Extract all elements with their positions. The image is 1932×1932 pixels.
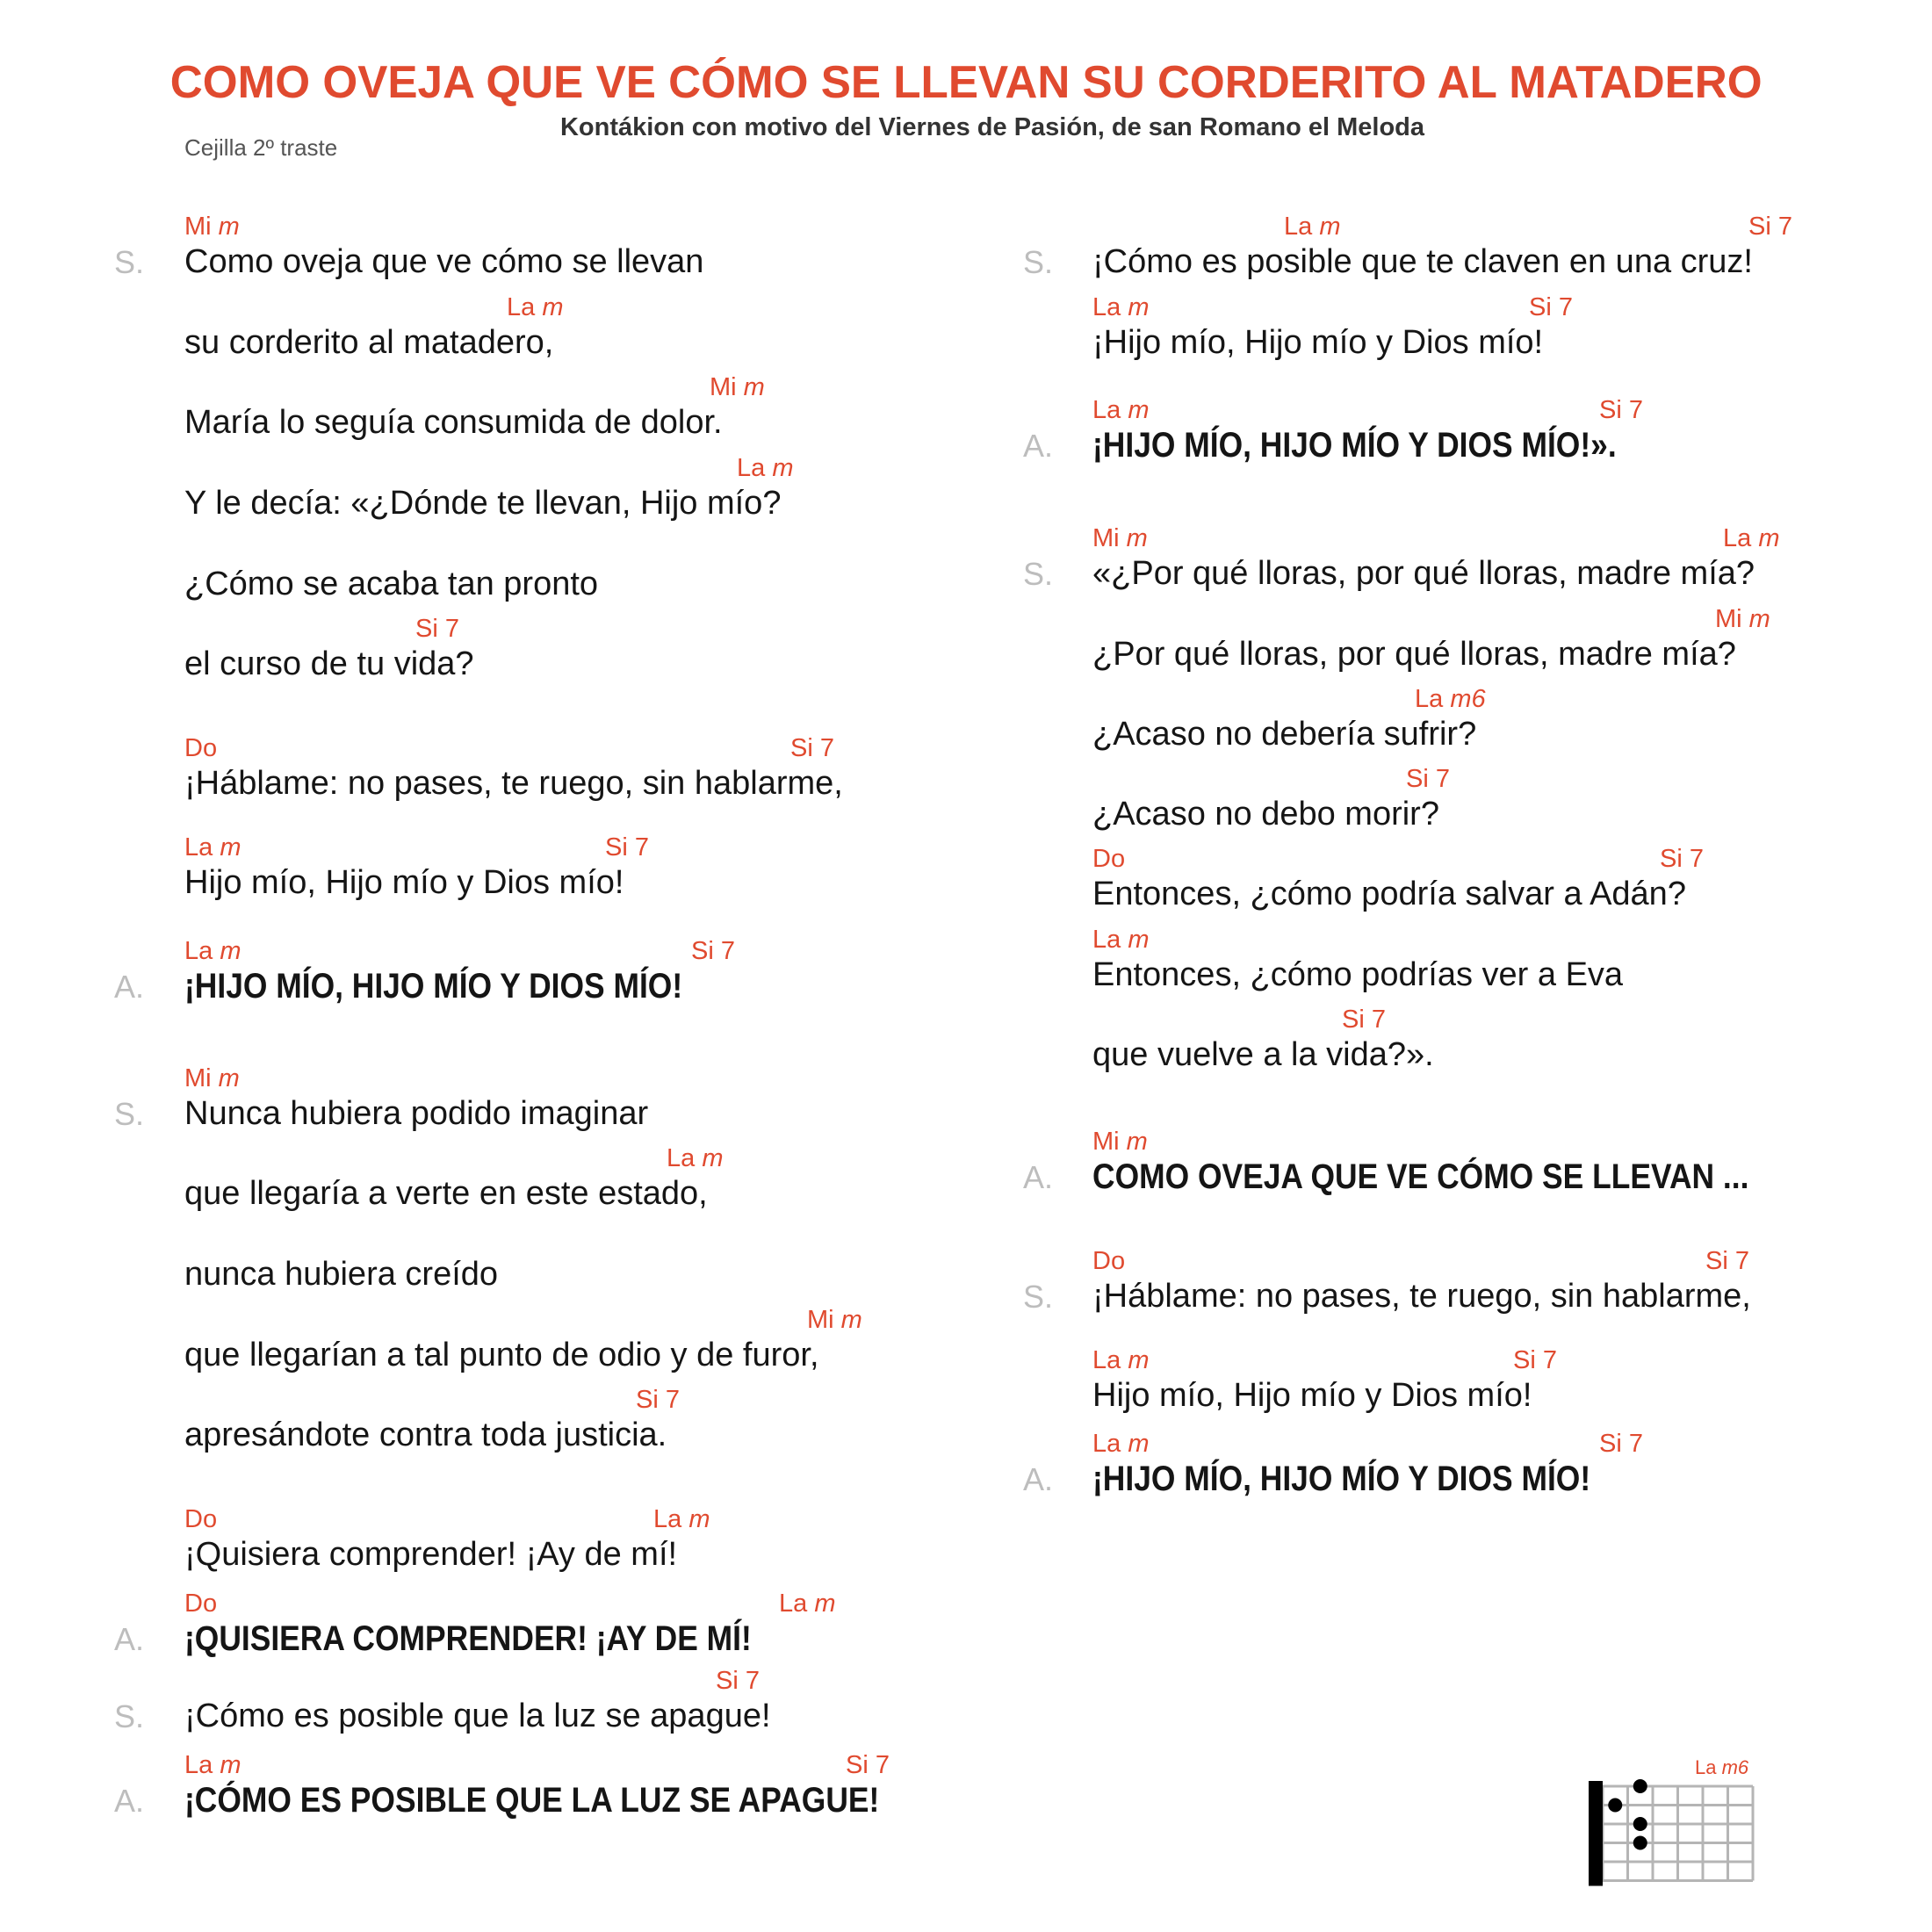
chord-quality: m6 bbox=[1450, 685, 1486, 713]
chord-root: Si 7 bbox=[636, 1386, 680, 1414]
chord-symbol bbox=[1715, 604, 1770, 634]
chord-root: Mi bbox=[184, 1064, 212, 1092]
chord-root: Si 7 bbox=[1748, 213, 1792, 241]
lyric-line: que vuelve a la vida?». bbox=[1092, 1036, 1434, 1073]
chord-root: Do bbox=[184, 734, 218, 762]
chord-symbol bbox=[1723, 523, 1780, 553]
chord-quality: m bbox=[542, 293, 564, 321]
chord-symbol bbox=[1748, 212, 1792, 242]
chord-root: Mi bbox=[184, 213, 212, 241]
chord-symbol bbox=[779, 1589, 836, 1618]
chord-quality: m bbox=[1128, 396, 1150, 424]
lyric-line: ¿Acaso no debo morir? bbox=[1092, 796, 1439, 833]
refrain-line: ¡HIJO MÍO, HIJO MÍO Y DIOS MÍO!». bbox=[1092, 426, 1617, 465]
lyric-line: apresándote contra toda justicia. bbox=[184, 1417, 667, 1453]
lyric-line: Y le decía: «¿Dónde te llevan, Hijo mío? bbox=[184, 485, 782, 522]
chord-quality: m bbox=[1758, 524, 1780, 552]
chord-symbol bbox=[716, 1666, 760, 1696]
chord-quality: m bbox=[1126, 524, 1148, 552]
lyric-line: ¡Cómo es posible que la luz se apague! bbox=[184, 1698, 771, 1734]
lyric-line: ¿Acaso no debería sufrir? bbox=[1092, 716, 1477, 753]
chord-root: Si 7 bbox=[716, 1667, 760, 1695]
nut-bar bbox=[1589, 1781, 1603, 1886]
chord-symbol bbox=[807, 1305, 862, 1335]
chord-diagram-la-m6 bbox=[1589, 1756, 1764, 1897]
refrain-line: ¡HIJO MÍO, HIJO MÍO Y DIOS MÍO! bbox=[1092, 1460, 1591, 1498]
chord-diagram-quality: m6 bbox=[1721, 1756, 1749, 1778]
capo-note: Cejilla 2º traste bbox=[184, 134, 338, 161]
chord-root: Do bbox=[1092, 1247, 1126, 1275]
chord-symbol bbox=[710, 372, 765, 402]
lyric-line: ¡Cómo es posible que te claven en una cruz! bbox=[1092, 243, 1753, 280]
chord-symbol bbox=[184, 212, 240, 242]
role-label-soloist: S. bbox=[114, 1698, 145, 1734]
chord-root: La bbox=[184, 833, 213, 861]
chord-symbol bbox=[1092, 1246, 1125, 1276]
chord-symbol bbox=[636, 1385, 680, 1415]
chord-symbol bbox=[184, 1063, 240, 1093]
chord-root: Si 7 bbox=[1599, 1430, 1643, 1458]
lyric-line: Entonces, ¿cómo podría salvar a Adán? bbox=[1092, 876, 1686, 912]
chord-symbol bbox=[846, 1750, 890, 1780]
chord-symbol bbox=[184, 1504, 217, 1534]
chord-root: Si 7 bbox=[790, 734, 834, 762]
refrain-line: ¡CÓMO ES POSIBLE QUE LA LUZ SE APAGUE! bbox=[184, 1781, 880, 1820]
chord-root: La bbox=[1284, 213, 1313, 241]
chord-symbol bbox=[1284, 212, 1341, 242]
chord-symbol bbox=[1599, 1429, 1643, 1459]
finger-dot bbox=[1633, 1817, 1647, 1831]
role-label-soloist: S. bbox=[114, 244, 145, 280]
chord-symbol bbox=[1092, 844, 1125, 874]
chord-quality: m bbox=[220, 833, 242, 861]
lyric-line: Nunca hubiera podido imaginar bbox=[184, 1095, 649, 1132]
chord-root: Do bbox=[1092, 845, 1126, 873]
chord-symbol bbox=[1660, 844, 1704, 874]
chord-root: Si 7 bbox=[415, 615, 459, 643]
chord-symbol bbox=[184, 1750, 242, 1780]
role-label-soloist: S. bbox=[114, 1096, 145, 1132]
chord-root: La bbox=[184, 937, 213, 965]
chord-quality: m bbox=[1126, 1128, 1148, 1156]
chord-symbol bbox=[1092, 1429, 1150, 1459]
chord-quality: m bbox=[220, 1751, 242, 1779]
chord-symbol bbox=[1529, 292, 1573, 322]
chord-symbol bbox=[1599, 395, 1643, 425]
chord-symbol bbox=[1092, 1127, 1148, 1157]
chord-quality: m bbox=[220, 937, 242, 965]
chord-root: La bbox=[737, 454, 766, 482]
chord-root: Si 7 bbox=[1513, 1346, 1557, 1374]
chord-root: La bbox=[1092, 293, 1121, 321]
chord-symbol bbox=[1092, 925, 1150, 955]
chord-root: La bbox=[1723, 524, 1752, 552]
role-label-all: A. bbox=[114, 969, 145, 1005]
chord-symbol bbox=[507, 292, 564, 322]
chord-quality: m bbox=[1128, 1430, 1150, 1458]
role-label-all: A. bbox=[1023, 428, 1054, 464]
chord-root: La bbox=[1092, 396, 1121, 424]
chord-root: La bbox=[1092, 926, 1121, 954]
chord-root: La bbox=[653, 1505, 682, 1533]
role-label-all: A. bbox=[114, 1621, 145, 1657]
chord-root: Si 7 bbox=[1599, 396, 1643, 424]
refrain-line: COMO OVEJA QUE VE CÓMO SE LLEVAN ... bbox=[1092, 1157, 1749, 1196]
chord-root: La bbox=[507, 293, 536, 321]
song-title-text: COMO OVEJA QUE VE CÓMO SE LLEVAN SU CORDERITO AL MATADERO bbox=[169, 57, 1763, 108]
chord-root: Mi bbox=[710, 373, 737, 401]
chord-root: Mi bbox=[1092, 1128, 1120, 1156]
chord-root: La bbox=[184, 1751, 213, 1779]
role-label-soloist: S. bbox=[1023, 244, 1054, 280]
chord-root: Mi bbox=[807, 1306, 834, 1334]
lyric-line: ¿Cómo se acaba tan pronto bbox=[184, 566, 599, 602]
chord-symbol bbox=[184, 733, 217, 763]
chord-root: La bbox=[779, 1590, 808, 1618]
chord-root: La bbox=[1092, 1430, 1121, 1458]
chord-symbol bbox=[1415, 684, 1486, 714]
lyric-line: Hijo mío, Hijo mío y Dios mío! bbox=[1092, 1377, 1532, 1414]
chord-root: Do bbox=[184, 1505, 218, 1533]
chord-symbol bbox=[1513, 1345, 1557, 1375]
chord-symbol bbox=[184, 936, 242, 966]
chord-root: Si 7 bbox=[1660, 845, 1704, 873]
chord-root: La bbox=[1092, 1346, 1121, 1374]
chord-quality: m bbox=[218, 1064, 240, 1092]
lyric-line: que llegarían a tal punto de odio y de furor, bbox=[184, 1337, 819, 1373]
lyric-line: Como oveja que ve cómo se llevan bbox=[184, 243, 704, 280]
chord-symbol bbox=[605, 833, 649, 862]
chord-root: Si 7 bbox=[605, 833, 649, 861]
chord-symbol bbox=[1092, 292, 1150, 322]
chord-quality: m bbox=[1748, 605, 1770, 633]
lyric-line: Entonces, ¿cómo podrías ver a Eva bbox=[1092, 956, 1624, 993]
chord-symbol bbox=[1092, 1345, 1150, 1375]
finger-dot bbox=[1633, 1779, 1647, 1793]
chord-symbol bbox=[1705, 1246, 1749, 1276]
chord-quality: m bbox=[772, 454, 794, 482]
chord-root: Si 7 bbox=[1529, 293, 1573, 321]
chord-quality: m bbox=[702, 1144, 724, 1172]
lyric-line: que llegaría a verte en este estado, bbox=[184, 1175, 708, 1212]
role-label-all: A. bbox=[1023, 1159, 1054, 1195]
chord-root: Si 7 bbox=[846, 1751, 890, 1779]
role-label-soloist: S. bbox=[1023, 1279, 1054, 1315]
chord-symbol bbox=[1406, 764, 1450, 794]
finger-dot bbox=[1608, 1799, 1622, 1813]
chord-symbol bbox=[1092, 395, 1150, 425]
lyric-line: su corderito al matadero, bbox=[184, 324, 554, 361]
refrain-line: ¡QUISIERA COMPRENDER! ¡AY DE MÍ! bbox=[184, 1619, 752, 1658]
chord-root: Si 7 bbox=[1342, 1006, 1386, 1034]
lyric-line: ¿Por qué lloras, por qué lloras, madre mía? bbox=[1092, 636, 1736, 673]
refrain-line: ¡HIJO MÍO, HIJO MÍO Y DIOS MÍO! bbox=[184, 967, 683, 1006]
chord-symbol bbox=[790, 733, 834, 763]
chord-quality: m bbox=[1128, 926, 1150, 954]
lyric-line: ¡Háblame: no pases, te ruego, sin hablarme, bbox=[184, 765, 843, 802]
lyric-line: nunca hubiera creído bbox=[184, 1256, 499, 1293]
finger-dot bbox=[1633, 1836, 1647, 1850]
chord-quality: m bbox=[1128, 1346, 1150, 1374]
chord-root: Do bbox=[184, 1590, 218, 1618]
chord-symbol bbox=[415, 614, 459, 644]
chord-root: Si 7 bbox=[1705, 1247, 1749, 1275]
role-label-all: A. bbox=[114, 1783, 145, 1819]
song-subtitle-text: Kontákion con motivo del Viernes de Pasión, de san Romano el Meloda bbox=[559, 113, 1425, 141]
lyric-line: María lo seguía consumida de dolor. bbox=[184, 404, 723, 441]
chord-symbol bbox=[184, 833, 242, 862]
role-label-all: A. bbox=[1023, 1461, 1054, 1497]
chord-quality: m bbox=[218, 213, 240, 241]
chord-symbol bbox=[1092, 523, 1148, 553]
lyric-line: «¿Por qué lloras, por qué lloras, madre mía? bbox=[1092, 555, 1755, 592]
lyric-line: ¡Quisiera comprender! ¡Ay de mí! bbox=[184, 1536, 678, 1573]
chord-root: Mi bbox=[1092, 524, 1120, 552]
role-label-soloist: S. bbox=[1023, 556, 1054, 592]
chord-quality: m bbox=[1319, 213, 1341, 241]
chord-quality: m bbox=[743, 373, 765, 401]
chord-root: Mi bbox=[1715, 605, 1742, 633]
lyric-line: el curso de tu vida? bbox=[184, 645, 474, 682]
chord-root: La bbox=[667, 1144, 696, 1172]
chord-symbol bbox=[737, 453, 794, 483]
chord-symbol bbox=[691, 936, 735, 966]
lyric-line: ¡Háblame: no pases, te ruego, sin hablarme, bbox=[1092, 1278, 1751, 1315]
chord-quality: m bbox=[840, 1306, 862, 1334]
chord-quality: m bbox=[814, 1590, 836, 1618]
chord-root: Si 7 bbox=[1406, 765, 1450, 793]
chord-symbol bbox=[184, 1589, 217, 1618]
lyric-line: Hijo mío, Hijo mío y Dios mío! bbox=[184, 864, 624, 901]
chord-root: La bbox=[1415, 685, 1444, 713]
chord-quality: m bbox=[688, 1505, 710, 1533]
lyric-line: ¡Hijo mío, Hijo mío y Dios mío! bbox=[1092, 324, 1544, 361]
chord-quality: m bbox=[1128, 293, 1150, 321]
chord-symbol bbox=[1342, 1005, 1386, 1034]
chord-symbol bbox=[667, 1143, 724, 1173]
chord-symbol bbox=[653, 1504, 710, 1534]
chord-root: Si 7 bbox=[691, 937, 735, 965]
chord-diagram-root: La bbox=[1695, 1756, 1717, 1778]
